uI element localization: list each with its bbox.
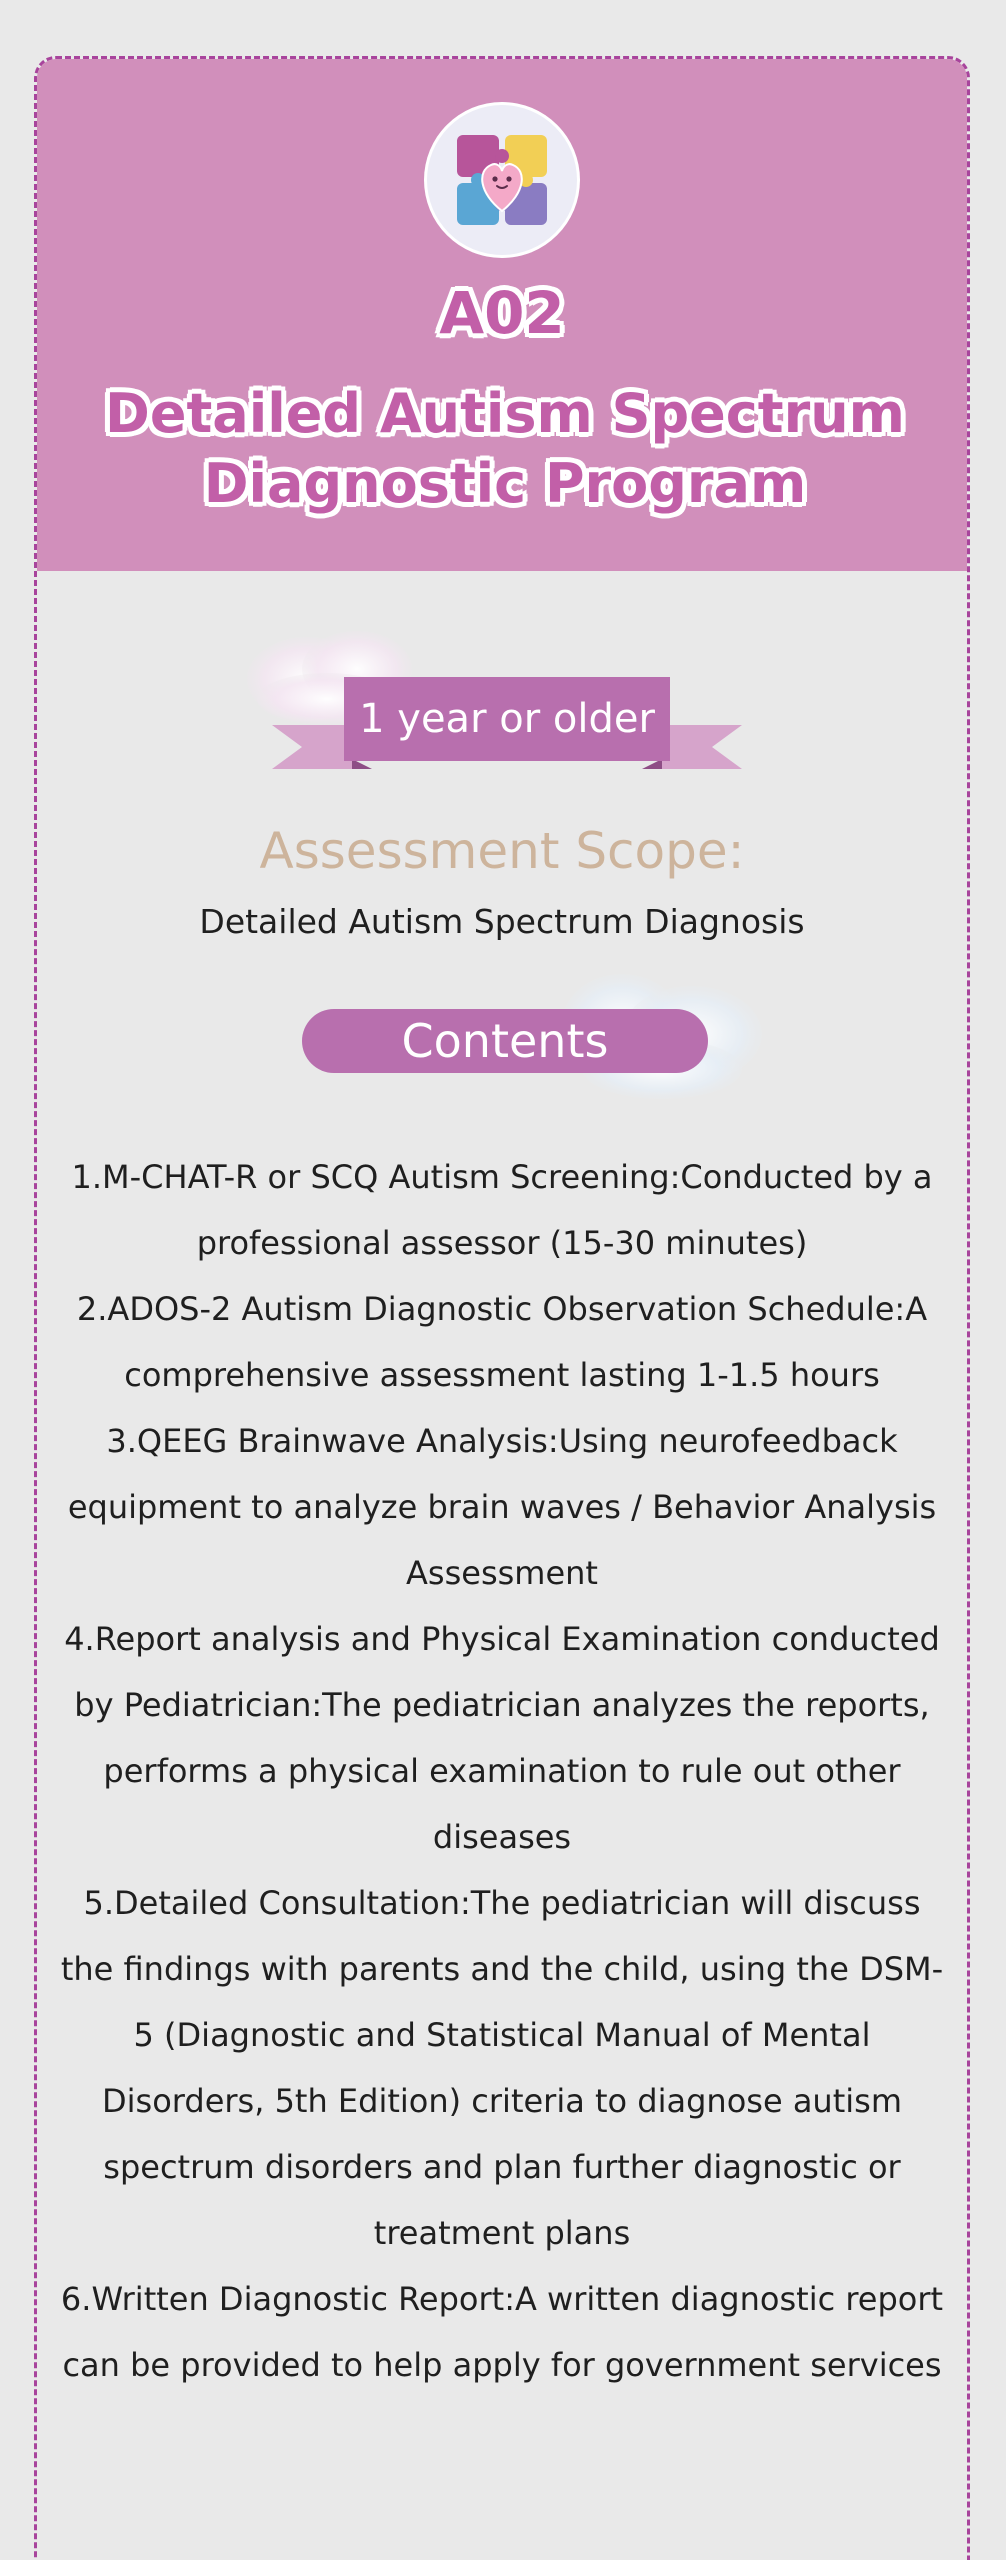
program-title: Detailed Autism Spectrum Diagnostic Program bbox=[105, 382, 905, 515]
logo-badge bbox=[427, 105, 577, 255]
contents-list bbox=[57, 1144, 947, 2398]
contents-header bbox=[302, 1009, 708, 1073]
program-card bbox=[34, 56, 970, 2560]
age-label: 1 year or older bbox=[359, 696, 655, 742]
list-item: 4.Report analysis and Physical Examination conducted by Pediatrician:The pediatrician analyzes the reports, performs a physical examination to rule out other diseases bbox=[64, 1620, 940, 1856]
list-item: 3.QEEG Brainwave Analysis:Using neurofeedback equipment to analyze brain waves / Behavior Analysis Assessment bbox=[67, 1422, 937, 1592]
age-ribbon bbox=[272, 669, 742, 779]
list-item: 2.ADOS-2 Autism Diagnostic Observation Schedule:A comprehensive assessment lasting 1-1.5 hours bbox=[76, 1290, 928, 1394]
contents-label: Contents bbox=[401, 1014, 609, 1068]
list-item: 1.M-CHAT-R or SCQ Autism Screening:Conducted by a professional assessor (15-30 minutes) bbox=[71, 1158, 933, 1262]
program-code: A02 bbox=[439, 279, 565, 347]
scope-text: Detailed Autism Spectrum Diagnosis bbox=[199, 902, 805, 941]
program-header bbox=[37, 59, 967, 571]
puzzle-heart-icon bbox=[449, 127, 555, 233]
scope-heading: Assessment Scope: bbox=[259, 822, 745, 880]
list-item: 6.Written Diagnostic Report:A written diagnostic report can be provided to help apply for government services bbox=[60, 2280, 944, 2384]
list-item: 5.Detailed Consultation:The pediatrician will discuss the findings with parents and the child, using the DSM-5 (Diagnostic and Statistical Manual of Mental Disorders, 5th Edition) criteria to diagnose autism spectrum disorders and plan further diagnostic or treatment plans bbox=[60, 1884, 944, 2252]
